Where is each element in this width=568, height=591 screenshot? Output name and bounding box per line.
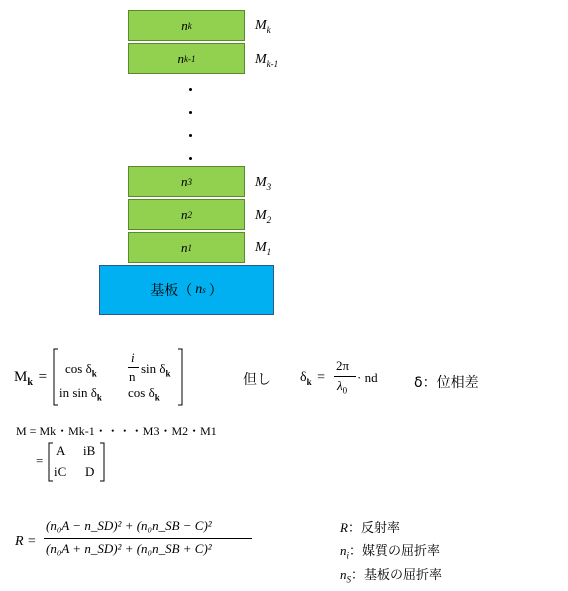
- legend-medium-index: $n_i$：媒質の屈折率: [340, 543, 441, 561]
- ellipsis-dot: [189, 88, 192, 91]
- matrix-mk-11: $\cos \delta_k$: [65, 361, 97, 379]
- matrix-m-c: iC: [54, 464, 67, 479]
- delta-def-lhs: $\delta_k$ =: [300, 370, 326, 387]
- phase-difference-label: δ：位相差: [414, 375, 479, 391]
- layer-1: n 1: [128, 232, 245, 263]
- ellipsis-dot: [189, 157, 192, 160]
- formula-r-numerator: (n₀A − n_SD)² + (n₀n_SB − C)²: [46, 518, 212, 533]
- matrix-label-2: $M_2$: [255, 208, 272, 225]
- matrix-m-a: A: [56, 443, 66, 458]
- legend-substrate-index: $n_S$：基板の屈折率: [340, 567, 443, 585]
- delta-def-rest: · nd: [357, 370, 378, 385]
- note-tadashi: 但し: [243, 372, 271, 388]
- matrix-m-d: D: [85, 464, 95, 479]
- layer-k-minus-1: n k-1: [128, 43, 245, 74]
- layer-2: n 2: [128, 199, 245, 230]
- matrix-mk-12-bar: [128, 367, 139, 368]
- delta-def-den: $\lambda_0$: [337, 378, 348, 396]
- formula-mk-lhs: $M_k$ =: [14, 369, 48, 388]
- matrix-label-3: $M_3$: [255, 175, 272, 192]
- ellipsis-dot: [189, 134, 192, 137]
- matrix-label-1: $M_1$: [255, 240, 272, 257]
- delta-def-bar: [334, 376, 356, 377]
- matrix-m-b: iB: [83, 443, 96, 458]
- formula-m-product: M = Mk・Mk-1・・・・M3・M2・M1: [16, 424, 217, 438]
- layer-3: n 3: [128, 166, 245, 197]
- matrix-mk-12-num: i: [131, 350, 135, 365]
- formula-m-eq: =: [36, 453, 44, 468]
- matrix-label-k-minus-1: $M_{k-1}$: [255, 52, 279, 69]
- matrix-mk-21: in $\sin \delta_k$: [59, 385, 102, 403]
- matrix-mk-12-den: n: [129, 369, 136, 384]
- ellipsis-dot: [189, 111, 192, 114]
- formula-r-lhs: R =: [15, 534, 37, 549]
- delta-def-num: 2π: [336, 358, 350, 373]
- matrix-label-k: $M_k$: [255, 18, 271, 35]
- substrate: 基板（ n s ）: [99, 265, 274, 315]
- legend-reflectance: R：反射率: [340, 520, 400, 536]
- formula-r-denominator: (n₀A + n_SD)² + (n₀n_SB + C)²: [46, 541, 212, 556]
- matrix-mk-12: $\sin \delta_k$: [141, 361, 171, 379]
- formula-r-bar: [44, 538, 252, 539]
- layer-k: n k: [128, 10, 245, 41]
- matrix-mk-22: $\cos \delta_k$: [128, 385, 160, 403]
